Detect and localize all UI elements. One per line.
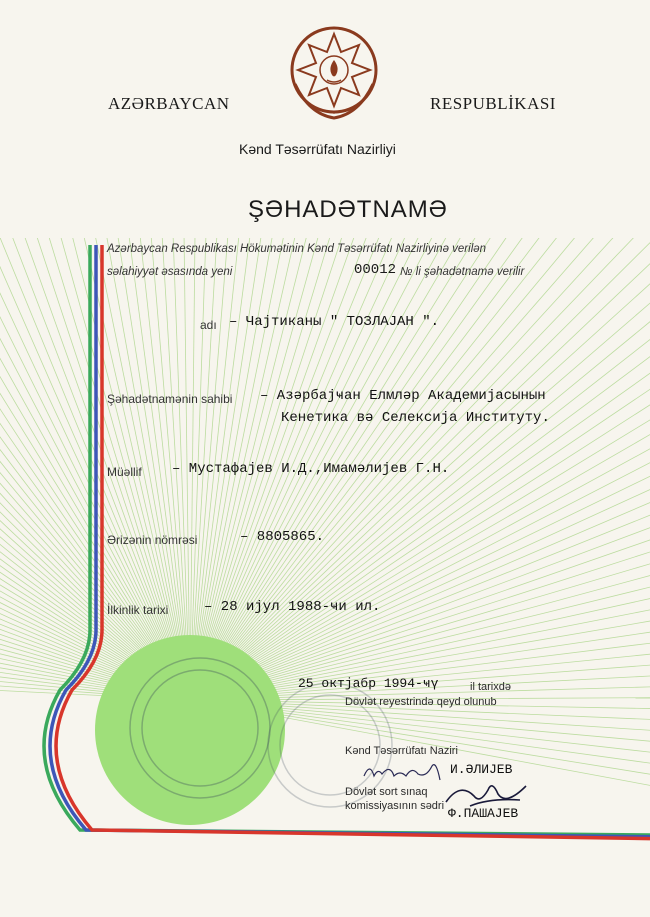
variety-name-label: adı <box>200 318 217 332</box>
ministry-name: Kənd Təsərrüfatı Nazirliyi <box>239 141 396 157</box>
document-title: ŞƏHADƏTNAMƏ <box>248 196 448 223</box>
priority-date-value: – 28 ијул 1988-ҹи ил. <box>204 599 381 615</box>
owner-label: Şəhadətnamənin sahibi <box>107 392 233 406</box>
minister-name: И.ӘЛИЈЕВ <box>450 762 513 777</box>
country-name-right: RESPUBLİKASI <box>430 94 556 113</box>
intro-line-1: Azərbaycan Respublikası Hökumətinin Kənd Təsərrüfatı Nazirliyinə verilən <box>107 243 487 255</box>
commission-chair-name: Ф.ПАШАЈЕВ <box>448 806 519 821</box>
owner-value-line-2: Кенетика вә Селексија Институту. <box>281 410 550 426</box>
application-number-label: Ərizənin nömrəsi <box>107 533 198 547</box>
certificate-number: 00012 <box>354 262 397 278</box>
green-seal-disc <box>95 635 285 825</box>
commission-title-line-2: komissiyasının sədri <box>345 800 445 812</box>
registration-date-suffix: il tarixdə <box>470 681 511 693</box>
country-name-left: AZƏRBAYCAN <box>108 94 230 113</box>
minister-signature <box>360 758 450 784</box>
author-value: – Мустафајев И.Д.,Имамәлијев Г.Н. <box>172 461 450 477</box>
intro-line-2-prefix: səlahiyyət əsasında yeni <box>107 266 233 278</box>
registration-date-value: 25 октјабр 1994-ҹү <box>298 676 439 691</box>
intro-line-2-suffix: № li şəhadətnamə verilir <box>400 266 525 278</box>
minister-title: Kənd Təsərrüfatı Naziri <box>345 745 458 757</box>
application-number-value: – 8805865. <box>240 529 325 545</box>
state-emblem-icon <box>289 22 379 122</box>
author-label: Müəllif <box>107 465 142 479</box>
commission-signature <box>440 776 530 810</box>
commission-title-line-1: Dövlət sort sınaq <box>345 786 428 798</box>
priority-date-label: İlkinlik tarixi <box>107 603 169 617</box>
variety-name-value: – Чајтиканы " ТОЗЛАЈАН ". <box>229 314 440 330</box>
registry-note: Dövlət reyestrində qeyd olunub <box>345 696 497 708</box>
owner-value-line-1: – Азәрбајҹан Елмләр Академијасынын <box>260 388 546 404</box>
